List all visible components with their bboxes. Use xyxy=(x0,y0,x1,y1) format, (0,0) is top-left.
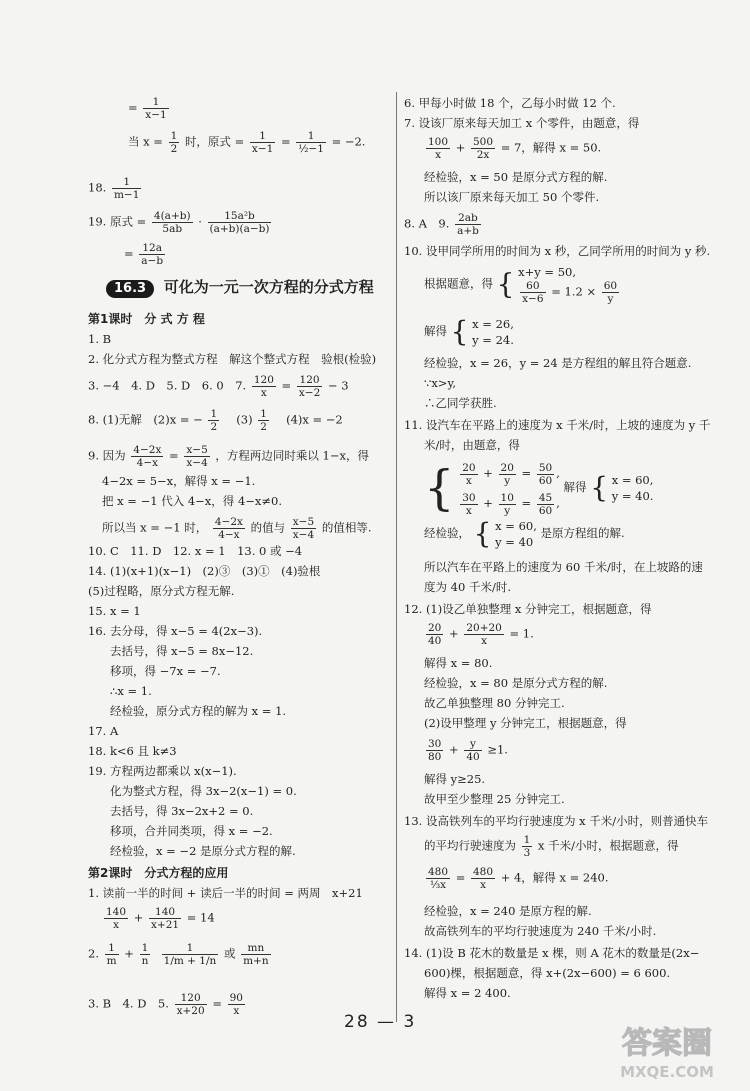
lesson-1-title: 第1课时 分 式 方 程 xyxy=(88,312,205,326)
answer-15: 15. x = 1 xyxy=(88,604,141,618)
text: 的值与 xyxy=(250,520,286,535)
equation: $\frac{20}{x}$ + $\frac{20}{y}$ = $\frac{50}{60}$ , xyxy=(462,461,560,487)
fraction: $\frac{50}{60}$ xyxy=(538,461,553,487)
equation: y = 40 xyxy=(495,535,534,549)
text: ≥1. xyxy=(487,742,508,757)
fraction: $\frac{x-5}{x-4}$ xyxy=(186,444,208,469)
answer-17-cont xyxy=(128,96,171,121)
answer-9-c: 把 x = −1 代入 4−x，得 4−x≠0. xyxy=(102,494,282,508)
equation: x = 60, xyxy=(495,519,537,533)
answer-r13-eq: $\frac{480}{\text{⅓x}}$ = $\frac{480}{x}$ + 4，解得 x = 240. xyxy=(428,866,609,891)
fraction: $\frac{4(a+b)}{5ab}$ xyxy=(153,210,191,235)
answer-r10: 10. 设甲同学所用的时间为 x 秒，乙同学所用的时间为 y 秒. xyxy=(404,244,711,258)
text: 的值相等. xyxy=(321,520,372,535)
answer-2: 2. 化分式方程为整式方程 解这个整式方程 验根(检验) xyxy=(88,352,377,366)
fraction: $\frac{mn}{m+n}$ xyxy=(243,942,269,967)
text: 8. (1)无解 (2)x = − xyxy=(88,412,203,427)
column-divider xyxy=(396,92,397,1022)
text: · xyxy=(198,214,202,229)
answer-r11-b: 米/时，由题意，得 xyxy=(424,438,520,452)
answer-r8-9 xyxy=(404,212,483,237)
fraction: $\frac{1}{2}$ xyxy=(260,408,267,433)
answer-r10-i: ∵x>y, xyxy=(424,376,457,390)
text: = −2. xyxy=(331,134,366,149)
answer-1: 1. B xyxy=(88,332,112,346)
answer-19-e: 经检验，x = −2 是原分式方程的解. xyxy=(110,844,296,858)
answer-18b: 18. k<6 且 k≠3 xyxy=(88,744,177,758)
answer-r7-c: 经检验，x = 50 是原分式方程的解. xyxy=(424,170,608,184)
answer-b1-eq: $\frac{140}{x}$ + $\frac{140}{x+21}$ = 14 xyxy=(106,906,215,931)
answer-19-result xyxy=(124,242,167,267)
answer-r14-b: 600)棵，根据题意，得 x+(2x−600) = 6 600. xyxy=(424,966,671,980)
text: = xyxy=(124,246,134,261)
fraction: $\frac{y}{40}$ xyxy=(466,738,480,763)
watermark-url: MXQE.COM xyxy=(620,1063,714,1081)
equation: x = 26, xyxy=(472,317,514,331)
text: 19. 原式 = xyxy=(88,214,147,229)
answer-r11-a: 11. 设汽车在平路上的速度为 x 千米/时，上坡的速度为 y 千 xyxy=(404,418,711,432)
text: 8. A 9. xyxy=(404,216,450,231)
section-number: 16.3 xyxy=(106,280,154,298)
answer-r12-ineq: $\frac{30}{80}$ + $\frac{y}{40}$ ≥1. xyxy=(428,738,508,763)
answer-r7-d: 所以该厂原来每天加工 50 个零件. xyxy=(424,190,600,204)
watermark-title: 答案圈 xyxy=(622,1026,712,1061)
answer-r12-h: 解得 y≥25. xyxy=(424,772,486,786)
eq-sign: = xyxy=(128,100,138,115)
fraction: $\frac{1}{2}$ xyxy=(170,130,178,155)
answer-r13-f: 故高铁列车的平均行驶速度为 240 千米/小时. xyxy=(424,924,657,938)
answer-r11-check xyxy=(424,518,625,550)
answer-b1: 1. 读前一半的时间 + 读后一半的时间 = 两周 x+21 xyxy=(88,886,363,900)
answer-r6: 6. 甲每小时做 18 个，乙每小时做 12 个. xyxy=(404,96,616,110)
answer-r12-a: 12. (1)设乙单独整理 x 分钟完工，根据题意，得 xyxy=(404,602,652,616)
equation: $\frac{30}{x}$ + $\frac{10}{y}$ = $\frac{45}{60}$ , xyxy=(462,491,560,517)
brace: { xyxy=(473,517,492,550)
fraction: $\frac{90}{x}$ xyxy=(229,992,243,1017)
fraction: $\frac{120}{x-2}$ xyxy=(298,374,321,399)
fraction: $\frac{1}{2}$ xyxy=(210,408,218,433)
fraction: $\frac{45}{60}$ xyxy=(538,491,553,517)
answer-r10-system xyxy=(424,264,621,305)
answer-b2: 2. $\frac{1}{m}$ + $\frac{1}{n}$ $\frac{1}{1/m + 1/n}$ 或 $\frac{mn}{m+n}$ xyxy=(88,942,269,967)
fraction: $\frac{100}{x}$ xyxy=(428,136,449,161)
answer-9 xyxy=(88,444,369,469)
equation xyxy=(518,280,621,305)
text: 解得 xyxy=(424,324,447,338)
text: 的平均行驶速度为 xyxy=(424,838,516,853)
brace: { xyxy=(590,471,609,504)
text: 18. xyxy=(88,180,107,195)
equation: y = 24. xyxy=(472,333,514,347)
lesson-2-title: 第2课时 分式方程的应用 xyxy=(88,866,229,880)
fraction: $\frac{1}{m-1}$ xyxy=(113,176,140,201)
brace: { xyxy=(424,460,455,516)
watermark-logo xyxy=(592,1015,742,1085)
text: 根据题意，得 xyxy=(424,276,493,291)
answer-18 xyxy=(88,176,143,201)
text: 当 x = xyxy=(128,134,163,149)
text: 或 xyxy=(223,946,236,961)
text: 2. xyxy=(88,946,99,961)
fraction: $\frac{30}{80}$ xyxy=(428,738,442,763)
text: (3) xyxy=(224,412,253,427)
answer-9-d xyxy=(102,516,371,541)
fraction: $\frac{60}{x-6}$ xyxy=(522,280,544,305)
text: 经检验， xyxy=(424,526,470,540)
fraction: $\frac{12a}{a-b}$ xyxy=(141,242,164,267)
text: = xyxy=(212,996,222,1011)
answer-r12-d: 经检验，x = 80 是原分式方程的解. xyxy=(424,676,608,690)
fraction: $\frac{1}{x-1}$ xyxy=(145,96,167,121)
brace: { xyxy=(450,315,469,348)
answer-16-a: 16. 去分母，得 x−5 = 4(2x−3). xyxy=(88,624,263,638)
answer-r14-a: 14. (1)设 B 花木的数量是 x 棵，则 A 花木的数量是(2x− xyxy=(404,946,700,960)
fraction: $\frac{1}{m}$ xyxy=(106,942,117,967)
equation: x = 60, xyxy=(611,473,654,487)
answer-r12-i: 故甲至少整理 25 分钟完工. xyxy=(424,792,565,806)
text: 解得 xyxy=(563,480,587,494)
fraction: $\frac{20+20}{x}$ xyxy=(466,622,502,647)
answer-b3-5 xyxy=(88,992,247,1017)
text: = 14 xyxy=(186,910,215,925)
text: = xyxy=(169,448,179,463)
text: x 千米/小时，根据题意，得 xyxy=(538,838,679,853)
answer-r12-eq: $\frac{20}{40}$ + $\frac{20+20}{x}$ = 1. xyxy=(428,622,534,647)
answer-r12-c: 解得 x = 80. xyxy=(424,656,493,670)
fraction: $\frac{20}{x}$ xyxy=(462,461,476,487)
text: − 3 xyxy=(327,378,349,393)
answer-r11-k: 度为 40 千米/时. xyxy=(424,580,511,594)
text: 3. −4 4. D 5. D 6. 0 7. xyxy=(88,378,247,393)
answer-8 xyxy=(88,408,343,433)
equation: x+y = 50, xyxy=(518,265,576,279)
page-number: 28 — 3 xyxy=(344,1012,417,1032)
fraction: $\frac{480}{x}$ xyxy=(473,866,494,891)
answer-r11-j: 所以汽车在平路上的速度为 60 千米/时，在上坡路的速 xyxy=(424,560,703,574)
fraction: $\frac{1}{3}$ xyxy=(523,834,531,859)
equation-stack xyxy=(472,316,514,348)
text: 9. 因为 xyxy=(88,448,126,463)
equation-stack xyxy=(612,472,654,504)
answer-16-c: 移项，得 −7x = −7. xyxy=(110,664,221,678)
fraction: $\frac{10}{y}$ xyxy=(500,491,514,517)
answer-r10-solve xyxy=(424,316,514,348)
fraction: $\frac{60}{y}$ xyxy=(603,280,618,305)
text: = 7，解得 x = 50. xyxy=(500,140,602,155)
fraction: $\frac{1}{\text{½−1}}$ xyxy=(298,130,324,155)
brace: { xyxy=(496,267,515,301)
answer-19-b: 化为整式方程，得 3x−2(x−1) = 0. xyxy=(110,784,297,798)
fraction: $\frac{1}{1/m + 1/n}$ xyxy=(163,942,217,967)
fraction: $\frac{30}{x}$ xyxy=(462,491,476,517)
answer-17-subst: 当 x = $\frac{1}{2}$ 时，原式 = $\frac{1}{x-1}$ = $\frac{1}{\text{½−1}}$ = −2. xyxy=(128,130,366,155)
answer-16-e: 经检验，原分式方程的解为 x = 1. xyxy=(110,704,287,718)
text: 所以当 x = −1 时， xyxy=(102,520,208,535)
equation-stack xyxy=(458,458,560,518)
answer-r7: 7. 设该厂原来每天加工 x 个零件，由题意，得 xyxy=(404,116,640,130)
fraction: $\frac{20}{y}$ xyxy=(500,461,514,487)
answer-r13-a: 13. 设高铁列车的平均行驶速度为 x 千米/小时，则普通快车 xyxy=(404,814,709,828)
text: (4)x = −2 xyxy=(274,412,343,427)
text: = 1. xyxy=(509,626,534,641)
answer-19-c: 去括号，得 3x−2x+2 = 0. xyxy=(110,804,254,818)
fraction: $\frac{20}{40}$ xyxy=(428,622,442,647)
equation-stack xyxy=(495,518,537,550)
answer-16-b: 去括号，得 x−5 = 8x−12. xyxy=(110,644,254,658)
answer-r11-system xyxy=(424,458,653,518)
fraction: $\frac{140}{x+21}$ xyxy=(151,906,180,931)
answer-14: 14. (1)(x+1)(x−1) (2)③ (3)① (4)验根 xyxy=(88,564,321,578)
text: + 4，解得 x = 240. xyxy=(500,870,609,885)
answer-r12-e: 故乙单独整理 80 分钟完工. xyxy=(424,696,565,710)
fraction: $\frac{140}{x}$ xyxy=(106,906,127,931)
fraction: $\frac{500}{2x}$ xyxy=(473,136,494,161)
text: 3. B 4. D 5. xyxy=(88,996,169,1011)
answer-r12-f: (2)设甲整理 y 分钟完工，根据题意，得 xyxy=(424,716,627,730)
equation: y = 40. xyxy=(611,489,654,503)
answer-r10-h: 经检验，x = 26，y = 24 是方程组的解且符合题意. xyxy=(424,356,692,370)
text: ，方程两边同时乘以 1−x，得 xyxy=(215,448,369,463)
answer-16-d: ∴x = 1. xyxy=(110,684,152,698)
answer-r10-j: ∴乙同学获胜. xyxy=(424,396,497,410)
fraction: $\frac{x-5}{x-4}$ xyxy=(292,516,315,541)
fraction: $\frac{4-2x}{4-x}$ xyxy=(214,516,243,541)
answer-3-7: 3. −4 4. D 5. D 6. 0 7. $\frac{120}{x}$ = $\frac{120}{x-2}$ − 3 xyxy=(88,374,349,399)
section-title: 可化为一元一次方程的分式方程 xyxy=(163,278,374,296)
section-heading xyxy=(106,280,374,298)
fraction: $\frac{480}{\text{⅓x}}$ xyxy=(428,866,449,891)
fraction: $\frac{1}{x-1}$ xyxy=(251,130,274,155)
answer-10-13: 10. C 11. D 12. x = 1 13. 0 或 −4 xyxy=(88,544,303,558)
answer-r14-c: 解得 x = 2 400. xyxy=(424,986,511,1000)
answer-r13-b xyxy=(424,834,679,859)
text: 时，原式 = xyxy=(184,134,245,149)
answer-14-b: (5)过程略，原分式方程无解. xyxy=(88,584,235,598)
fraction: $\frac{2ab}{a+b}$ xyxy=(457,212,479,237)
fraction: $\frac{120}{x+20}$ xyxy=(176,992,205,1017)
answer-17: 17. A xyxy=(88,724,119,738)
answer-r13-e: 经检验，x = 240 是原方程的解. xyxy=(424,904,592,918)
answer-19-d: 移项，合并同类项，得 x = −2. xyxy=(110,824,273,838)
answer-19 xyxy=(88,210,273,235)
answer-9-b: 4−2x = 5−x，解得 x = −1. xyxy=(102,474,256,488)
text: 是原方程组的解. xyxy=(540,526,625,540)
answer-r7-eq: $\frac{100}{x}$ + $\frac{500}{2x}$ = 7，解得 x = 50. xyxy=(428,136,602,161)
fraction: $\frac{\text{15a²b}}{(a+b)(a-b)}$ xyxy=(209,210,270,235)
text: = 1.2 × xyxy=(551,284,597,299)
answer-19-a: 19. 方程两边都乘以 x(x−1). xyxy=(88,764,237,778)
fraction: $\frac{120}{x}$ xyxy=(253,374,274,399)
fraction: $\frac{1}{n}$ xyxy=(141,942,149,967)
equation-stack xyxy=(518,264,621,305)
fraction: $\frac{4-2x}{4-x}$ xyxy=(133,444,162,469)
